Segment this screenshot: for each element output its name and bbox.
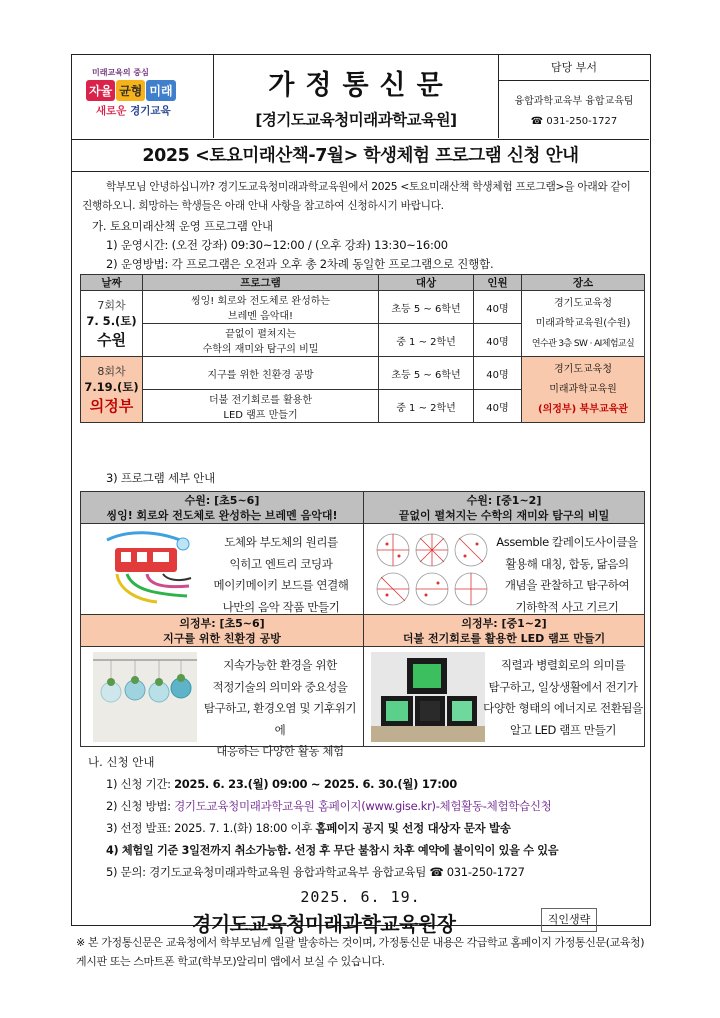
col-header: 프로그램	[143, 275, 379, 291]
desc-line: 알고 LED 램프 만들기	[509, 722, 617, 737]
program-line: LED 램프 만들기	[223, 410, 298, 421]
detail-header	[81, 615, 363, 647]
dept-phone: 031-250-1727	[546, 116, 618, 127]
issue-date: 2025. 6. 19.	[300, 888, 421, 906]
program-cell	[143, 357, 379, 390]
date-cell	[81, 291, 143, 357]
loc-line: 미래과학교육원	[549, 383, 617, 395]
desc-line: Assemble 칼레이도사이클을	[496, 535, 638, 549]
detail-header	[364, 615, 644, 647]
logo	[72, 55, 214, 138]
desc-line: 대응하는 다양한 활동 체험	[216, 744, 344, 758]
col-header: 인원	[474, 275, 522, 291]
desc-line: 나만의 음악 작품 만들기	[222, 599, 340, 614]
target-cell: 초등 5 ~ 6학년	[379, 291, 474, 324]
logo-words	[86, 80, 176, 101]
detail-header	[364, 492, 644, 524]
date-cell	[81, 357, 143, 423]
apply-period	[106, 776, 457, 792]
target-cell: 중 1 ~ 2학년	[379, 390, 474, 423]
program-line: 끝없이 펼쳐지는	[225, 329, 296, 340]
col-header: 장소	[522, 275, 645, 291]
program-cell	[143, 390, 379, 423]
count-cell: 40명	[474, 357, 522, 390]
circuit-kit-image	[97, 530, 195, 610]
region: 의정부	[89, 397, 134, 415]
apply-result	[106, 820, 511, 836]
target-cell: 초등 5 ~ 6학년	[379, 357, 474, 390]
logo-sub-blue: 경기교육	[130, 105, 171, 117]
col-header: 날짜	[81, 275, 143, 291]
round: 8회차	[97, 365, 126, 378]
result-label: 3) 선정 발표:	[106, 821, 175, 835]
newsletter-frame	[71, 54, 651, 968]
table-row	[81, 357, 645, 390]
desc-line: 활용해 대칭, 합동, 닮음의	[505, 556, 629, 571]
dept-name: 융합과학교육부 융합교육팀	[514, 96, 634, 107]
program-line: 지구를 위한 친환경 공방	[207, 369, 314, 381]
detail-grid	[80, 491, 645, 758]
apply-method	[106, 798, 551, 814]
method-label: 2) 신청 방법:	[106, 799, 175, 813]
period-value: 2025. 6. 23.(월) 09:00 ~ 2025. 6. 30.(월) 17:00	[174, 777, 457, 791]
desc-line: 탐구하고, 환경오염 및 기후위기에	[203, 701, 357, 737]
loc-line: 경기도교육청	[554, 363, 612, 375]
detail-desc	[201, 532, 361, 618]
col-header: 대상	[379, 275, 474, 291]
detail-desc	[491, 532, 643, 618]
detail-title: 지구를 위한 친환경 공방	[163, 632, 281, 645]
symmetry-diagram-image	[373, 530, 491, 610]
location-cell	[522, 291, 645, 357]
stamp: 직인생략	[541, 908, 597, 932]
count-cell: 40명	[474, 390, 522, 423]
logo-word-2: 균형	[116, 80, 145, 101]
desc-line: 지속가능한 환경을 위한	[223, 658, 337, 672]
led-lamp-image	[371, 652, 485, 742]
logo-sub-red: 새로운	[96, 105, 127, 117]
desc-line: 메이키메이키 보드를 연결해	[213, 578, 349, 592]
detail-site: 의정부: [중1~2]	[461, 617, 547, 630]
period-label: 1) 신청 기간:	[106, 777, 175, 791]
detail-site: 수원: [초5~6]	[184, 494, 260, 507]
signature: 경기도교육청미래과학교육원장	[192, 912, 456, 936]
desc-line: 적정기술의 의미와 중요성을	[212, 679, 348, 694]
detail-header	[81, 492, 363, 524]
logo-word-1: 자율	[86, 80, 115, 101]
phone-icon: ☎	[530, 116, 547, 127]
method-link[interactable]: 경기도교육청미래과학교육원 홈페이지(www.gise.kr)-체험활동-체험학습신청	[174, 799, 552, 813]
desc-line: 기하학적 사고 기르기	[515, 599, 619, 614]
desc-line: 직렬과 병렬회로의 의미를	[500, 658, 626, 672]
intro-text: 학부모님 안녕하십니까? 경기도교육청미래과학교육원에서 2025 <토요미래산책 학생체험 프로그램>을 아래와 같이 진행하오니. 희망하는 학생들은 아래 안내 사항을 참고하여 신청하시기 바랍니다.	[82, 180, 631, 212]
desc-line: 도체와 부도체의 원리를	[224, 535, 338, 549]
doc-subtitle: [경기도교육청미래과학교육원]	[255, 111, 457, 129]
loc-line: 연수관 3층 SW · AI체험교실	[531, 338, 635, 349]
run-time: 1) 운영시간: (오전 강좌) 09:30~12:00 / (오후 강좌) 13:30~16:00	[106, 238, 448, 252]
detail-site: 수원: [중1~2]	[466, 494, 542, 507]
logo-tagline: 미래교육의 중심	[92, 68, 149, 77]
contact: 5) 문의: 경기도교육청미래과학교육원 융합과학교육부 융합교육팀 ☎ 031-250-1727	[106, 865, 525, 879]
cancel-policy: 4) 체험일 기준 3일전까지 취소가능함. 선정 후 무단 불참시 차후 예약에 불이익이 있을 수 있음	[106, 844, 559, 857]
program-line: 수학의 재미와 탐구의 비밀	[202, 344, 319, 355]
round: 7회차	[97, 299, 126, 312]
main-title: 2025 <토요미래산책-7월> 학생체험 프로그램 신청 안내	[72, 142, 649, 172]
logo-word-3: 미래	[146, 80, 175, 101]
desc-line: 개념을 관찰하고 탐구하여	[504, 578, 630, 592]
run-method: 2) 운영방법: 각 프로그램은 오전과 오후 총 2차례 동일한 프로그램으로 진행함.	[106, 257, 494, 271]
dept-info	[499, 92, 649, 132]
desc-line: 탐구하고, 일상생활에서 전기가	[488, 679, 638, 694]
desc-line: 다양한 형태의 에너지로 전환됨을	[483, 701, 643, 715]
program-line: 더불 전기회로를 활용한	[209, 395, 312, 406]
detail-title: 씽잉! 회로와 전도체로 완성하는 브레멘 음악대!	[106, 509, 338, 522]
section-a-heading: 가. 토요미래산책 운영 프로그램 안내	[92, 219, 273, 233]
region: 수원	[97, 331, 126, 349]
doc-title: 가정통신문	[268, 70, 454, 101]
date: 7. 5.(토)	[86, 314, 137, 328]
dept-label: 담당 부서	[499, 55, 649, 81]
detail-desc	[199, 655, 361, 763]
hanging-planters-image	[93, 652, 197, 742]
program-line: 씽잉! 회로와 전도체로 완성하는	[190, 296, 331, 307]
loc-line: 미래과학교육원(수원)	[535, 317, 631, 329]
desc-line: 익히고 엔트리 코딩과	[229, 556, 333, 571]
target-cell: 중 1 ~ 2학년	[379, 324, 474, 357]
section-b-heading: 나. 신청 안내	[88, 755, 155, 769]
detail-heading: 3) 프로그램 세부 안내	[106, 471, 216, 485]
result-bold: 홈페이지 공지 및 선정 대상자 문자 발송	[315, 821, 511, 835]
loc-line: 경기도교육청	[554, 297, 612, 309]
dept-phone-row	[499, 112, 649, 132]
location-cell	[522, 357, 645, 423]
result-value: 2025. 7. 1.(화) 18:00 이후	[174, 821, 316, 835]
date: 7.19.(토)	[84, 380, 139, 394]
footer-note: ※ 본 가정통신문은 교육청에서 학부모님께 일괄 발송하는 것이며, 가정통신문 내용은 각급학교 홈페이지 가정통신문(교육청) 게시판 또는 스마트폰 학교(학부모)알리미 앱에서 보실 수 있습니다.	[76, 936, 645, 968]
table-header-row	[81, 275, 645, 291]
table-row	[81, 291, 645, 324]
schedule-table	[80, 274, 645, 423]
loc-line: (의정부) 북부교육관	[538, 403, 628, 415]
detail-site: 의정부: [초5~6]	[179, 617, 265, 630]
program-cell	[143, 324, 379, 357]
dept-box	[499, 55, 649, 138]
header	[72, 55, 649, 140]
logo-sub	[96, 103, 171, 118]
count-cell: 40명	[474, 291, 522, 324]
program-line: 브레멘 음악대!	[227, 311, 294, 322]
title-box	[214, 55, 499, 138]
count-cell: 40명	[474, 324, 522, 357]
detail-desc	[483, 655, 643, 741]
detail-title: 더불 전기회로를 활용한 LED 램프 만들기	[402, 632, 606, 645]
detail-title: 끝없이 펼쳐지는 수학의 재미와 탐구의 비밀	[398, 509, 610, 522]
program-cell	[143, 291, 379, 324]
